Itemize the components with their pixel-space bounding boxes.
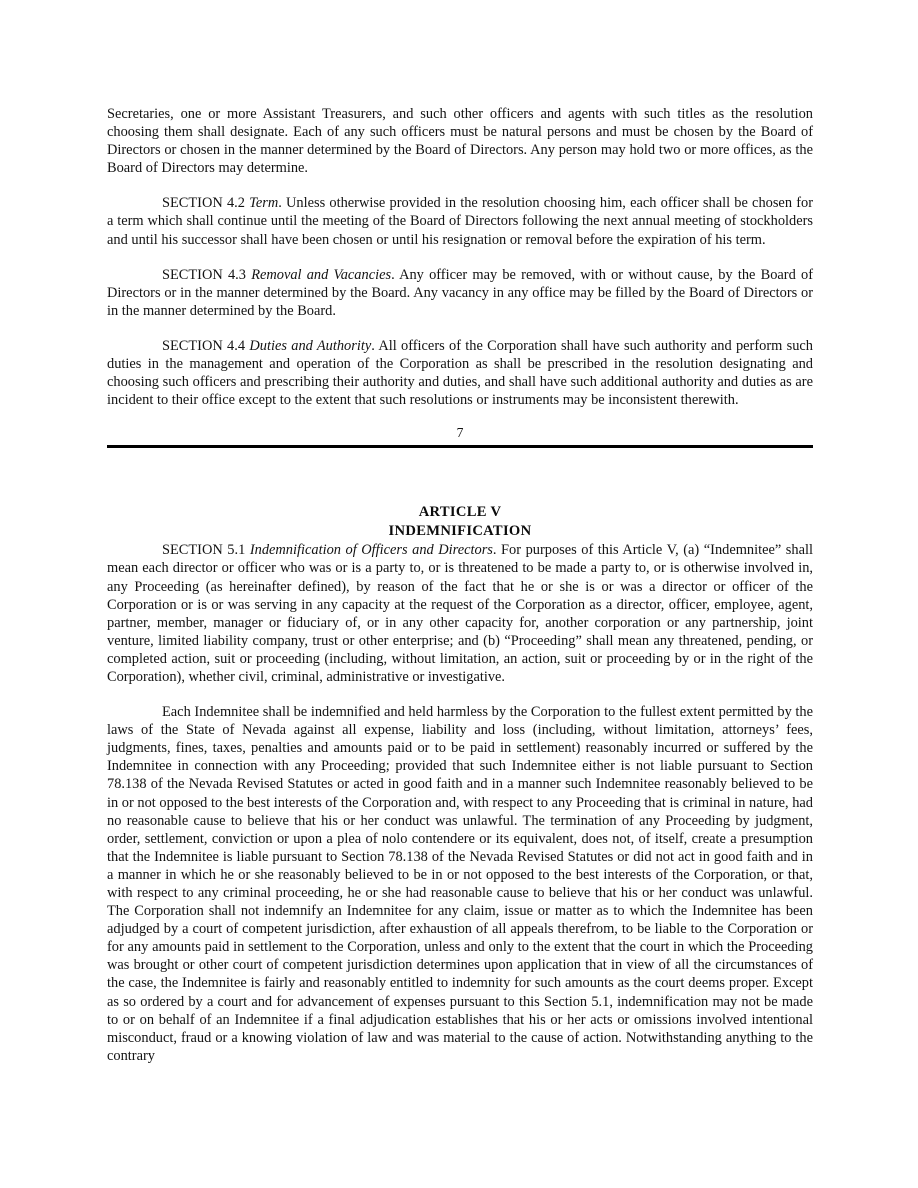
section-4-4-label: SECTION 4.4 (162, 337, 246, 354)
page-content (107, 105, 813, 1082)
section-4-3-label: SECTION 4.3 (162, 266, 246, 283)
section-4-4-text: . All officers of the Corporation shall have such authority and perform such duties in the management and operation of the Corporation as shall be prescribed in the resolution designating and choosing such officers and prescribing their authority and duties, and shall have such additional authority and duties as are incident to their office except to the extent that such resolutions or instruments may be inconsistent therewith. (107, 337, 814, 409)
page-break-rule (107, 445, 813, 448)
section-4-2-label: SECTION 4.2 (162, 195, 245, 212)
article-heading-line-2: INDEMNIFICATION (388, 523, 532, 540)
article-heading-line-1: ARTICLE V (418, 504, 502, 521)
page-break-separator (107, 425, 813, 465)
section-4-4-paragraph (107, 337, 813, 409)
section-4-2-text: . Unless otherwise provided in the resolution choosing him, each officer shall be chosen for a term which shall continue until the meeting of the Board of Directors following the next annual meeting of stockholders and until his successor shall have been chosen or until his resignation or removal before the expiration of his term. (107, 195, 813, 248)
section-5-1-label: SECTION 5.1 (162, 542, 246, 559)
section-5-1-paragraph (107, 541, 813, 686)
section-4-2-title: Term (249, 195, 279, 212)
paragraph-indemnification-body: Each Indemnitee shall be indemnified and held harmless by the Corporation to the fullest extent permitted by the laws of the State of Nevada against all expense, liability and loss (including, without limitation, attorneys’ fees, judgments, fines, taxes, penalties and amounts paid or to be paid in settlement) reasonably incurred or suffered by the Indemnitee in connection with any Proceeding; provided that such Indemnitee either is not liable pursuant to Section 78.138 of the Nevada Revised Statutes or acted in good faith and in a manner such Indemnitee reasonably believed to be in or not opposed to the best interests of the Corporation and, with respect to any Proceeding that is criminal in nature, had no reasonable cause to believe that his or her conduct was unlawful. The termination of any Proceeding by judgment, order, settlement, conviction or upon a plea of nolo contendere or its equivalent, does not, of itself, create a presumption that the Indemnitee is liable pursuant to Section 78.138 of the Nevada Revised Statutes or did not act in good faith and in a manner in which he or she reasonably believed to be in or not opposed to the best interests of the Corporation, or that, with respect to any criminal proceeding, he or she had reasonable cause to believe that his or her conduct was unlawful. The Corporation shall not indemnify an Indemnitee for any claim, issue or matter as to which the Indemnitee has been adjudged by a court of competent jurisdiction, after exhaustion of all appeals therefrom, to be liable to the Corporation or for any amounts paid in settlement to the Corporation, unless and only to the extent that the court in which the Proceeding was brought or other court of competent jurisdiction determines upon application that in view of all the circumstances of the case, the Indemnitee is fairly and reasonably entitled to indemnity for such amounts as the court deems proper. Except as so ordered by a court and for advancement of expenses pursuant to this Section 5.1, indemnification may not be made to or on behalf of an Indemnitee if a final adjudication establishes that his or her acts or omissions involved intentional misconduct, fraud or a knowing violation of law and was material to the cause of action. Notwithstanding anything to the contrary (107, 704, 813, 1064)
section-5-1-text: . For purposes of this Article V, (a) “Indemnitee” shall mean each director or officer who was or is a party to, or is threatened to be made a party to, or is otherwise involved in, any Proceeding (as hereinafter defined), by reason of the fact that he or she is or was a director or officer of the Corporation or is or was serving in any capacity at the request of the Corporation as a director, officer, employee, agent, partner, member, manager or fiduciary of, or in any other capacity for, another corporation or any partnership, joint venture, limited liability company, trust or other enterprise; and (b) “Proceeding” shall mean any threatened, pending, or completed action, suit or proceeding (including, without limitation, an action, suit or proceeding by or in the right of the Corporation), whether civil, criminal, administrative or investigative. (107, 542, 813, 685)
paragraph-officers-continuation: Secretaries, one or more Assistant Treasurers, and such other officers and agents with such titles as the resolution choosing them shall designate. Each of any such officers must be natural persons and must be chosen by the Board of Directors or chosen in the manner determined by the Board of Directors. Any person may hold two or more offices, as the Board of Directors may determine. (107, 106, 813, 177)
section-4-3-text: . Any officer may be removed, with or without cause, by the Board of Directors or in the manner determined by the Board. Any vacancy in any office may be filled by the Board of Directors or in the manner determined by the Board. (107, 266, 813, 319)
section-4-2-paragraph (107, 194, 813, 248)
section-4-3-paragraph (107, 266, 813, 320)
section-4-3-title: Removal and Vacancies (251, 266, 392, 283)
section-4-4-title: Duties and Authority (249, 337, 372, 354)
page-number: 7 (456, 425, 464, 441)
section-5-1-title: Indemnification of Officers and Directors (249, 542, 493, 559)
article-heading (107, 503, 813, 541)
